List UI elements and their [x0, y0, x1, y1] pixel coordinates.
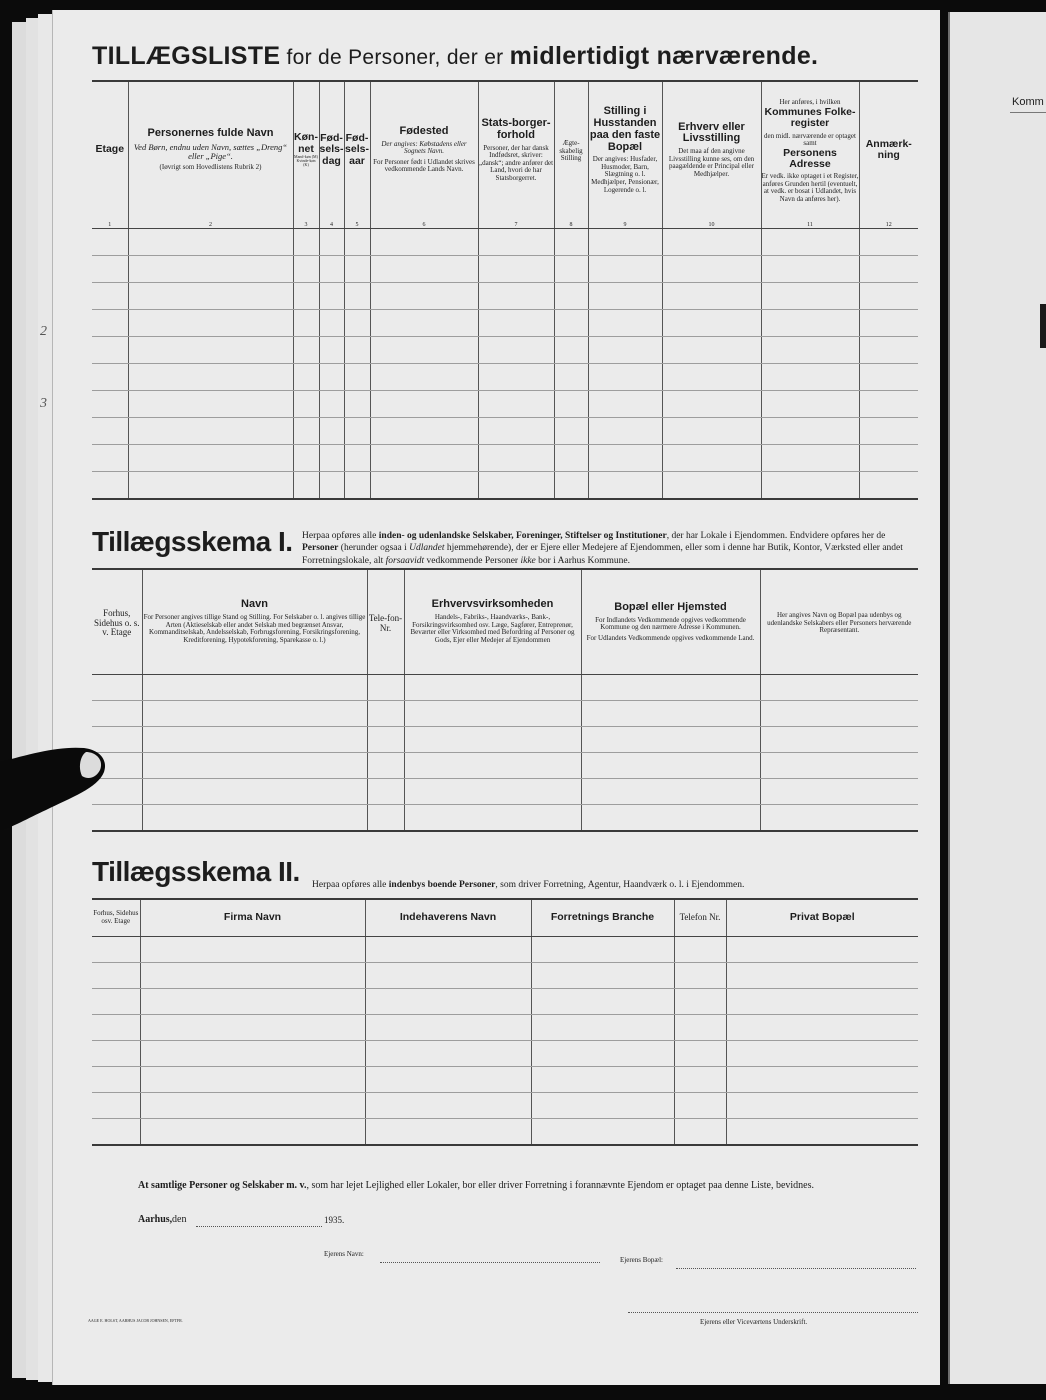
s1-col-name: Navn For Personer angives tillige Stand og Stilling. For Selskaber o. l. angives tillige Arten (Aktieselskab eller andet Selskab med begrænset Ansvar, Kommanditselskab, Andelsselskab, Forbrugsforening, Forsikringsforening, Kreditforening, Hypotekforening, Sparekasse o. l.)	[142, 569, 367, 675]
table-cell[interactable]	[370, 418, 478, 445]
table-cell[interactable]	[370, 337, 478, 364]
table-cell[interactable]	[662, 283, 761, 310]
s2-col-etage: Forhus, Sidehus osv. Etage	[92, 899, 140, 937]
table-cell[interactable]	[92, 675, 142, 701]
table-cell[interactable]	[531, 1015, 674, 1041]
table-cell[interactable]	[92, 310, 128, 337]
table-cell[interactable]	[761, 337, 859, 364]
table-cell[interactable]	[531, 989, 674, 1015]
table-row	[92, 1119, 918, 1146]
table-cell[interactable]	[581, 805, 760, 832]
table-cell[interactable]	[140, 1015, 365, 1041]
table-cell[interactable]	[319, 229, 344, 256]
table-row	[92, 963, 918, 989]
table-cell[interactable]	[319, 256, 344, 283]
table-cell[interactable]	[370, 256, 478, 283]
table-cell[interactable]	[92, 701, 142, 727]
table-cell[interactable]	[761, 229, 859, 256]
table-cell[interactable]	[140, 1119, 365, 1146]
attestation-text: At samtlige Personer og Selskaber m. v., som har lejet Lejlighed eller Lokaler, bor eller driver Forretning i forannævnte Ejendom er optaget paa denne Liste, bevidnes.	[138, 1180, 814, 1191]
table-cell[interactable]	[142, 805, 367, 832]
table-cell[interactable]	[365, 1093, 531, 1119]
table-cell[interactable]	[344, 445, 370, 472]
table-cell[interactable]	[404, 727, 581, 753]
table-cell[interactable]	[293, 229, 319, 256]
table-cell[interactable]	[726, 963, 918, 989]
table-cell[interactable]	[531, 963, 674, 989]
table-cell[interactable]	[92, 445, 128, 472]
s2-col-phone: Telefon Nr.	[674, 899, 726, 937]
table-cell[interactable]	[128, 337, 293, 364]
table-cell[interactable]	[344, 229, 370, 256]
table-cell[interactable]	[662, 445, 761, 472]
table-cell[interactable]	[365, 1041, 531, 1067]
table-cell[interactable]	[293, 445, 319, 472]
table-cell[interactable]	[404, 753, 581, 779]
table-cell[interactable]	[581, 701, 760, 727]
col-header-citizenship: Stats-borger-forhold Personer, der har dansk Indfødsret, skriver: „dansk“; andre anfører det Land, hvori de har Statsborgerret.	[478, 81, 554, 218]
table-cell[interactable]	[404, 701, 581, 727]
table-cell[interactable]	[92, 472, 128, 500]
table-cell[interactable]	[92, 337, 128, 364]
table-cell[interactable]	[128, 445, 293, 472]
table-cell[interactable]	[365, 1067, 531, 1093]
signature-field[interactable]	[628, 1312, 918, 1313]
table-row	[92, 364, 918, 391]
table-cell[interactable]	[662, 418, 761, 445]
table-cell[interactable]	[367, 753, 404, 779]
table-cell[interactable]	[128, 418, 293, 445]
table-row	[92, 391, 918, 418]
col-number: 8	[554, 218, 588, 229]
table-row	[92, 675, 918, 701]
table-cell[interactable]	[674, 1015, 726, 1041]
table-row	[92, 701, 918, 727]
table-row	[92, 805, 918, 832]
table-cell[interactable]	[478, 445, 554, 472]
owner-address-label: Ejerens Bopæl:	[620, 1256, 663, 1264]
table-cell[interactable]	[142, 753, 367, 779]
table-cell[interactable]	[128, 256, 293, 283]
table-cell[interactable]	[554, 337, 588, 364]
table-cell[interactable]	[367, 675, 404, 701]
table-cell[interactable]	[367, 779, 404, 805]
col-header-remark: Anmærk-ning	[859, 81, 918, 218]
schema2-title: Tillægsskema II.	[92, 856, 300, 887]
table-row	[92, 727, 918, 753]
table-cell[interactable]	[344, 337, 370, 364]
table-cell[interactable]	[293, 337, 319, 364]
printer-imprint: AAGE E. HOLST, AARHUS JACOB JOHNSEN, EFTFR.	[88, 1318, 183, 1323]
table-cell[interactable]	[370, 391, 478, 418]
table-cell[interactable]	[319, 364, 344, 391]
table-row	[92, 753, 918, 779]
table-cell[interactable]	[588, 418, 662, 445]
table-cell[interactable]	[293, 364, 319, 391]
table-cell[interactable]	[531, 1067, 674, 1093]
table-cell[interactable]	[588, 472, 662, 500]
table-cell[interactable]	[319, 418, 344, 445]
table-cell[interactable]	[760, 779, 918, 805]
table-cell[interactable]	[92, 1119, 140, 1146]
page-title	[92, 42, 818, 71]
table-cell[interactable]	[760, 675, 918, 701]
table-cell[interactable]	[859, 445, 918, 472]
table-cell[interactable]	[92, 1067, 140, 1093]
table-cell[interactable]	[344, 418, 370, 445]
table-cell[interactable]	[674, 1093, 726, 1119]
schema1-note: Herpaa opføres alle inden- og udenlandske Selskaber, Foreninger, Stiftelser og Institutioner, der har Lokale i Ejendommen. Endvidere opføres her de Personer (herunder ogsaa i Udlandet hjemmehørende), der er Ejere eller Medejere af Ejendommen, eller som i denne har Butik, Kontor, Værksted eller andet Forretningslokale, alt forsaavidt vedkommende Personer ikke bor i Aarhus Kommune.	[302, 531, 903, 566]
table-row	[92, 445, 918, 472]
table-cell[interactable]	[92, 391, 128, 418]
table-cell[interactable]	[367, 805, 404, 832]
table-cell[interactable]	[761, 364, 859, 391]
table-cell[interactable]	[581, 675, 760, 701]
col-header-household-position: Stilling i Husstanden paa den faste Bopæl Der angives: Husfader, Husmoder, Barn, Slægtning o. l. Medhjælper, Pensionær, Logerende o. l.	[588, 81, 662, 218]
table-cell[interactable]	[581, 753, 760, 779]
table-cell[interactable]	[674, 937, 726, 963]
table-cell[interactable]	[140, 989, 365, 1015]
col-number: 6	[370, 218, 478, 229]
table-cell[interactable]	[319, 337, 344, 364]
table-cell[interactable]	[92, 256, 128, 283]
table-cell[interactable]	[531, 1093, 674, 1119]
table-cell[interactable]	[761, 310, 859, 337]
table-cell[interactable]	[140, 1041, 365, 1067]
table-cell[interactable]	[674, 1041, 726, 1067]
table-cell[interactable]	[761, 391, 859, 418]
table-cell[interactable]	[344, 283, 370, 310]
table-cell[interactable]	[319, 391, 344, 418]
table-cell[interactable]	[478, 391, 554, 418]
table-cell[interactable]	[761, 256, 859, 283]
table-cell[interactable]	[142, 779, 367, 805]
table-cell[interactable]	[588, 283, 662, 310]
table-cell[interactable]	[344, 310, 370, 337]
table-cell[interactable]	[760, 805, 918, 832]
table-cell[interactable]	[478, 418, 554, 445]
table-cell[interactable]	[674, 989, 726, 1015]
table-cell[interactable]	[761, 418, 859, 445]
table-cell[interactable]	[365, 963, 531, 989]
col-header-register: Her anføres, i hvilken Kommunes Folke-register den midl. nærværende er optaget samt Personens Adresse Er vedk. ikke optaget i et Register, anføres Grunden hertil (eventuelt, at vedk. er bosat i Udlandet, hvis Navn da anføres her).	[761, 81, 859, 218]
table-cell[interactable]	[370, 283, 478, 310]
right-page-rule	[1010, 112, 1046, 113]
table-cell[interactable]	[92, 364, 128, 391]
supplement-list-table	[92, 80, 918, 500]
table-cell[interactable]	[554, 310, 588, 337]
owner-name-label: Ejerens Navn:	[324, 1250, 364, 1258]
table-cell[interactable]	[760, 727, 918, 753]
table-cell[interactable]	[344, 391, 370, 418]
table-row	[92, 256, 918, 283]
table-cell[interactable]	[859, 337, 918, 364]
col-number: 12	[859, 218, 918, 229]
table-cell[interactable]	[128, 364, 293, 391]
table-cell[interactable]	[674, 1119, 726, 1146]
table-cell[interactable]	[319, 310, 344, 337]
table-cell[interactable]	[859, 256, 918, 283]
table-cell[interactable]	[128, 283, 293, 310]
table-cell[interactable]	[554, 283, 588, 310]
table-cell[interactable]	[531, 937, 674, 963]
table-cell[interactable]	[761, 445, 859, 472]
table-cell[interactable]	[726, 1093, 918, 1119]
table-row	[92, 472, 918, 500]
year-label: 1935.	[324, 1215, 345, 1225]
table-cell[interactable]	[588, 310, 662, 337]
s1-col-etage: Forhus, Sidehus o. s. v. Etage	[92, 569, 142, 675]
table-cell[interactable]	[662, 337, 761, 364]
table-cell[interactable]	[478, 229, 554, 256]
table-cell[interactable]	[531, 1041, 674, 1067]
table-cell[interactable]	[370, 310, 478, 337]
schema1-title: Tillægsskema I.	[92, 526, 293, 557]
table-cell[interactable]	[293, 418, 319, 445]
table-cell[interactable]	[478, 472, 554, 500]
table-cell[interactable]	[588, 445, 662, 472]
col-number: 7	[478, 218, 554, 229]
table-cell[interactable]	[554, 445, 588, 472]
table-row	[92, 1067, 918, 1093]
table-cell[interactable]	[662, 472, 761, 500]
s2-col-owner: Indehaverens Navn	[365, 899, 531, 937]
table-row	[92, 310, 918, 337]
table-cell[interactable]	[293, 256, 319, 283]
right-page-dark-block	[1040, 304, 1046, 348]
table-cell[interactable]	[662, 391, 761, 418]
col-number: 4	[319, 218, 344, 229]
s1-col-residence: Bopæl eller Hjemsted For Indlandets Vedkommende opgives vedkommende Kommune og den nærmere Adresse i Kommunen. For Udlandets Vedkommende opgives vedkommende Land.	[581, 569, 760, 675]
table-cell[interactable]	[319, 283, 344, 310]
col-header-birthyear: Fød-sels-aar	[344, 81, 370, 218]
table-row	[92, 418, 918, 445]
table-row	[92, 1015, 918, 1041]
col-number: 3	[293, 218, 319, 229]
table-cell[interactable]	[128, 391, 293, 418]
table-row	[92, 337, 918, 364]
table-cell[interactable]	[531, 1119, 674, 1146]
table-cell[interactable]	[726, 1041, 918, 1067]
table-cell[interactable]	[293, 472, 319, 500]
right-page-heading: Komm	[1012, 96, 1044, 108]
date-field[interactable]	[196, 1226, 322, 1227]
table-cell[interactable]	[859, 283, 918, 310]
table-cell[interactable]	[478, 283, 554, 310]
table-cell[interactable]	[344, 472, 370, 500]
thumb-shadow	[0, 740, 112, 830]
table-row	[92, 779, 918, 805]
date-label: den	[172, 1214, 187, 1225]
table-cell[interactable]	[760, 753, 918, 779]
s2-col-firm: Firma Navn	[140, 899, 365, 937]
title-bold: TILLÆGSLISTE	[92, 42, 281, 70]
signature-label: Ejerens eller Viceværtens Underskrift.	[700, 1318, 808, 1326]
col-header-marital: Ægte-skabelig Stilling	[554, 81, 588, 218]
title-bold-end: midlertidigt nærværende.	[509, 42, 819, 70]
table-cell[interactable]	[404, 675, 581, 701]
table-cell[interactable]	[140, 1067, 365, 1093]
table-cell[interactable]	[293, 283, 319, 310]
table-cell[interactable]	[554, 229, 588, 256]
col-number: 1	[92, 218, 128, 229]
table-cell[interactable]	[726, 1015, 918, 1041]
col-header-birthplace: Fødested Der angives: Købstadens eller Sognets Navn. For Personer født i Udlandet skrives vedkommende Lands Navn.	[370, 81, 478, 218]
table-cell[interactable]	[142, 727, 367, 753]
city-label: Aarhus,	[138, 1214, 173, 1225]
table-cell[interactable]	[370, 364, 478, 391]
table-cell[interactable]	[662, 364, 761, 391]
table-cell[interactable]	[128, 310, 293, 337]
table-cell[interactable]	[859, 229, 918, 256]
table-cell[interactable]	[404, 779, 581, 805]
table-cell[interactable]	[142, 675, 367, 701]
table-cell[interactable]	[293, 310, 319, 337]
table-cell[interactable]	[859, 472, 918, 500]
table-cell[interactable]	[365, 989, 531, 1015]
margin-pencil-mark: 3	[40, 396, 47, 411]
margin-pencil-mark: 2	[40, 324, 47, 339]
table-cell[interactable]	[92, 283, 128, 310]
table-cell[interactable]	[92, 937, 140, 963]
table-cell[interactable]	[726, 937, 918, 963]
schema2-table	[92, 898, 918, 1146]
table-row	[92, 1093, 918, 1119]
table-cell[interactable]	[478, 310, 554, 337]
table-cell[interactable]	[588, 229, 662, 256]
table-cell[interactable]	[662, 256, 761, 283]
col-number: 2	[128, 218, 293, 229]
table-cell[interactable]	[478, 256, 554, 283]
table-row	[92, 989, 918, 1015]
table-cell[interactable]	[344, 364, 370, 391]
table-cell[interactable]	[761, 472, 859, 500]
table-cell[interactable]	[92, 229, 128, 256]
table-cell[interactable]	[365, 1015, 531, 1041]
table-cell[interactable]	[554, 364, 588, 391]
table-cell[interactable]	[588, 256, 662, 283]
table-cell[interactable]	[674, 1067, 726, 1093]
table-cell[interactable]	[859, 418, 918, 445]
table-row	[92, 283, 918, 310]
owner-name-field[interactable]	[380, 1262, 600, 1263]
table-cell[interactable]	[581, 779, 760, 805]
table-cell[interactable]	[478, 337, 554, 364]
table-cell[interactable]	[588, 337, 662, 364]
table-cell[interactable]	[140, 937, 365, 963]
table-cell[interactable]	[319, 445, 344, 472]
table-cell[interactable]	[674, 963, 726, 989]
table-cell[interactable]	[554, 472, 588, 500]
table-cell[interactable]	[662, 229, 761, 256]
table-cell[interactable]	[128, 229, 293, 256]
title-text: for de Personer, der er	[280, 46, 510, 69]
table-cell[interactable]	[128, 472, 293, 500]
table-cell[interactable]	[140, 1093, 365, 1119]
table-cell[interactable]	[142, 701, 367, 727]
s2-col-branch: Forretnings Branche	[531, 899, 674, 937]
table-cell[interactable]	[588, 391, 662, 418]
col-number: 5	[344, 218, 370, 229]
table-cell[interactable]	[554, 391, 588, 418]
table-cell[interactable]	[370, 445, 478, 472]
table-row	[92, 229, 918, 256]
col-header-etage: Etage	[95, 143, 125, 156]
right-facing-page	[948, 12, 1046, 1384]
owner-address-field[interactable]	[676, 1268, 916, 1269]
table-cell[interactable]	[367, 701, 404, 727]
s1-col-phone: Tele-fon-Nr.	[367, 569, 404, 675]
col-header-gender: Køn-net Mand-køn (M) Kvinde-køn (K)	[293, 81, 319, 218]
table-cell[interactable]	[92, 989, 140, 1015]
table-cell[interactable]	[370, 472, 478, 500]
s2-col-private-address: Privat Bopæl	[726, 899, 918, 937]
col-header-occupation: Erhverv eller Livsstilling Det maa af den angivne Livsstilling kunne ses, om den paagældende er Principal eller Medhjælper.	[662, 81, 761, 218]
table-cell[interactable]	[92, 418, 128, 445]
col-number: 10	[662, 218, 761, 229]
col-header-name: Personernes fulde Navn Ved Børn, endnu uden Navn, sættes „Dreng“ eller „Pige“. (Iøvrigt som Hovedlistens Rubrik 2)	[128, 81, 293, 218]
table-row	[92, 937, 918, 963]
table-cell[interactable]	[404, 805, 581, 832]
table-cell[interactable]	[370, 229, 478, 256]
table-cell[interactable]	[859, 310, 918, 337]
table-cell[interactable]	[760, 701, 918, 727]
table-cell[interactable]	[92, 1093, 140, 1119]
table-cell[interactable]	[761, 283, 859, 310]
table-cell[interactable]	[293, 391, 319, 418]
table-cell[interactable]	[726, 1119, 918, 1146]
table-cell[interactable]	[367, 727, 404, 753]
table-cell[interactable]	[92, 1041, 140, 1067]
table-cell[interactable]	[365, 937, 531, 963]
table-cell[interactable]	[581, 727, 760, 753]
col-number: 11	[761, 218, 859, 229]
table-cell[interactable]	[554, 418, 588, 445]
table-cell[interactable]	[859, 391, 918, 418]
table-row	[92, 1041, 918, 1067]
s1-col-representative: Her angives Navn og Bopæl paa udenbys og udenlandske Selskabers eller Personers herværende Repræsentant.	[760, 569, 918, 675]
s1-col-business: Erhvervsvirksomheden Handels-, Fabriks-, Haandværks-, Bank-, Forsikringsvirksomhed osv. Læge, Sagfører, Entreprenør, Beværter eller Virksomhed med Befordring af Personer og Gods, Ejer eller Medejer af Ejendommen	[404, 569, 581, 675]
table-cell[interactable]	[726, 989, 918, 1015]
table-cell[interactable]	[588, 364, 662, 391]
table-cell[interactable]	[344, 256, 370, 283]
table-cell[interactable]	[92, 1015, 140, 1041]
table-cell[interactable]	[726, 1067, 918, 1093]
table-cell[interactable]	[859, 364, 918, 391]
table-cell[interactable]	[140, 963, 365, 989]
schema1-table	[92, 568, 918, 832]
table-cell[interactable]	[662, 310, 761, 337]
table-cell[interactable]	[319, 472, 344, 500]
col-header-birthday: Fød-sels-dag	[319, 81, 344, 218]
table-cell[interactable]	[92, 963, 140, 989]
table-cell[interactable]	[478, 364, 554, 391]
schema2-note: Herpaa opføres alle indenbys boende Personer, som driver Forretning, Agentur, Haandværk o. l. i Ejendommen.	[312, 880, 745, 890]
col-number: 9	[588, 218, 662, 229]
table-cell[interactable]	[365, 1119, 531, 1146]
table-cell[interactable]	[554, 256, 588, 283]
